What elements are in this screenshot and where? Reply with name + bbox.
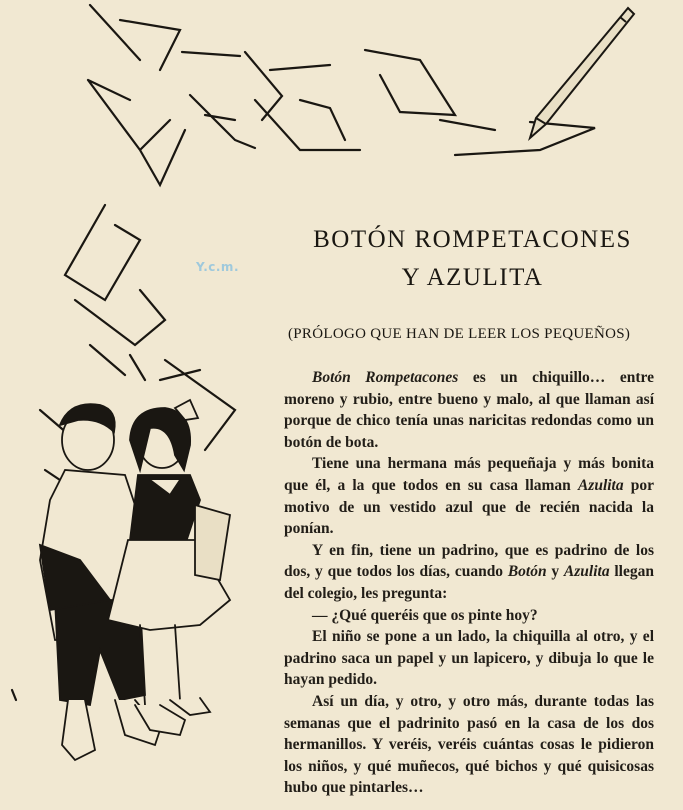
italic-name-azulita: Azulita bbox=[563, 563, 610, 581]
prologue-text bbox=[284, 367, 654, 799]
paragraph-text: Y en fin, tiene un padrino, que es padrino de los dos, y que todos los días, cuando bbox=[284, 541, 654, 581]
paragraph-text: por motivo de un vestido azul que de recién nacida la ponían. bbox=[284, 476, 655, 538]
italic-name-boton-rompetacones: Botón Rompetacones bbox=[312, 369, 459, 386]
two-children-drawing bbox=[40, 400, 230, 760]
paragraph-2 bbox=[284, 453, 654, 539]
paragraph-text: es un chiquillo… entre moreno y rubio, entre bueno y malo, al que llaman así porque de chico tenía unas naricitas redondas como un botón de bota. bbox=[284, 369, 654, 451]
italic-name-azulita: Azulita bbox=[577, 476, 624, 494]
pencil-icon bbox=[530, 8, 634, 138]
page-title-line1: BOTÓN ROMPETACONES bbox=[313, 226, 632, 253]
paragraph-6: Así un día, y otro, y otro más, durante todas las semanas que el padrinito pasó en la casa de los dos hermanillos. Y veréis, veréis cuántas cosas le pidieron los niños, y qué muñecos, qué bichos y qué quisicosas hubo que pintarles… bbox=[284, 692, 654, 797]
paragraph-text: llegan del colegio, les pregunta: bbox=[284, 563, 654, 602]
paragraph-3 bbox=[284, 540, 654, 605]
page-title-line2: Y AZULITA bbox=[401, 264, 544, 291]
paragraph-5: El niño se pone a un lado, la chiquilla al otro, y el padrino saca un papel y un lapicero, y dibuja lo que le hayan pedido. bbox=[284, 628, 654, 689]
italic-name-boton: Botón bbox=[507, 563, 547, 581]
paragraph-text: y bbox=[546, 563, 564, 581]
paragraph-1 bbox=[284, 367, 654, 453]
paragraph-text: Tiene una hermana más pequeñaja y más bonita que él, a la que todos en su casa llaman bbox=[284, 455, 654, 494]
watermark: Y.c.m. bbox=[196, 260, 239, 274]
paragraph-4-dialogue: — ¿Qué queréis que os pinte hoy? bbox=[312, 606, 538, 624]
prologue-subtitle: (PRÓLOGO QUE HAN DE LEER LOS PEQUEÑOS) bbox=[288, 326, 631, 342]
